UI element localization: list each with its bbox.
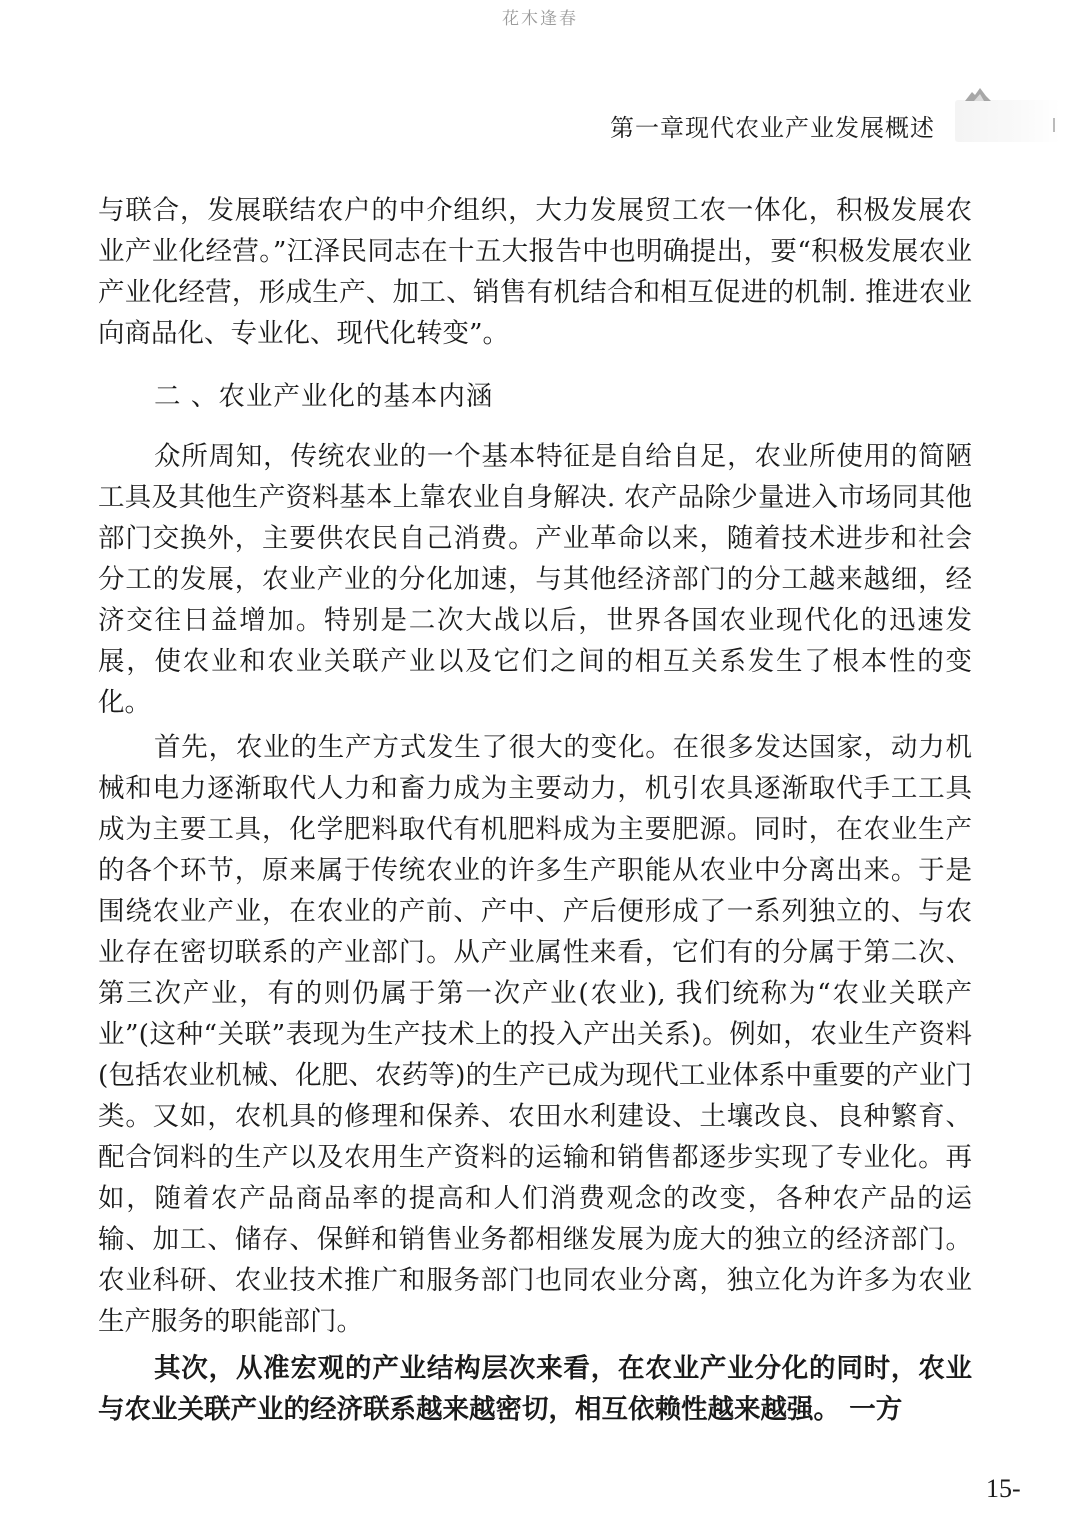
mountain-icon bbox=[964, 86, 992, 102]
page-number: 15- bbox=[986, 1474, 1021, 1503]
chapter-title: 第一章现代农业产业发展概述 bbox=[610, 114, 935, 142]
paragraph-4: 其次，从准宏观的产业结构层次来看，在农业产业分化的同时，农业与农业关联产业的经济联系越来越密切，相互依赖性越来越强。 一方 bbox=[98, 1353, 972, 1425]
paragraph-1: 与联合，发展联结农户的中介组织，大力发展贸工农一体化，积极发展农业产业化经营。”江泽民同志在十五大报告中也明确提出，要“积极发展农业产业化经营，形成生产、加工、销售有机结合和相互促进的机制. 推进农业向商品化、专业化、现代化转变”。 bbox=[98, 195, 972, 349]
section-heading: 二 、农业产业化的基本内涵 bbox=[154, 381, 494, 412]
watermark: 花木逢春 bbox=[502, 9, 578, 29]
header-edge-mark bbox=[1053, 118, 1055, 132]
paragraph-3: 首先，农业的生产方式发生了很大的变化。在很多发达国家，动力机械和电力逐渐取代人力和畜力成为主要动力，机引农具逐渐取代手工工具成为主要工具，化学肥料取代有机肥料成为主要肥源。同时，在农业生产的各个环节，原来属于传统农业的许多生产职能从农业中分离出来。于是围绕农业产业，在农业的产前、产中、产后便形成了一系列独立的、与农业存在密切联系的产业部门。从产业属性来看，它们有的分属于第二次、第三次产业，有的则仍属于第一次产业(农业), 我们统称为“农业关联产业”(这种“关联”表现为生产技术上的投入产出关系)。例如，农业生产资料(包括农业机械、化肥、农药等)的生产已成为现代工业体系中重要的产业门类。又如，农机具的修理和保养、农田水利建设、土壤改良、良种繁育、配合饲料的生产以及农用生产资料的运输和销售都逐步实现了专业化。再如，随着农产品商品率的提高和人们消费观念的改变，各种农产品的运输、加工、储存、保鲜和销售业务都相继发展为庞大的独立的经济部门。农业科研、农业技术推广和服务部门也同农业分离，独立化为许多为农业生产服务的职能部门。 bbox=[98, 732, 972, 1337]
header-decoration-background bbox=[955, 100, 1060, 142]
paragraph-2: 众所周知，传统农业的一个基本特征是自给自足，农业所使用的简陋工具及其他生产资料基本上靠农业自身解决. 农产品除少量进入市场同其他部门交换外，主要供农民自己消费。产业革命以来，随着技术进步和社会分工的发展，农业产业的分化加速，与其他经济部门的分工越来越细，经济交往日益增加。特别是二次大战以后，世界各国农业现代化的迅速发展，使农业和农业关联产业以及它们之间的相互关系发生了根本性的变化。 bbox=[98, 441, 972, 718]
